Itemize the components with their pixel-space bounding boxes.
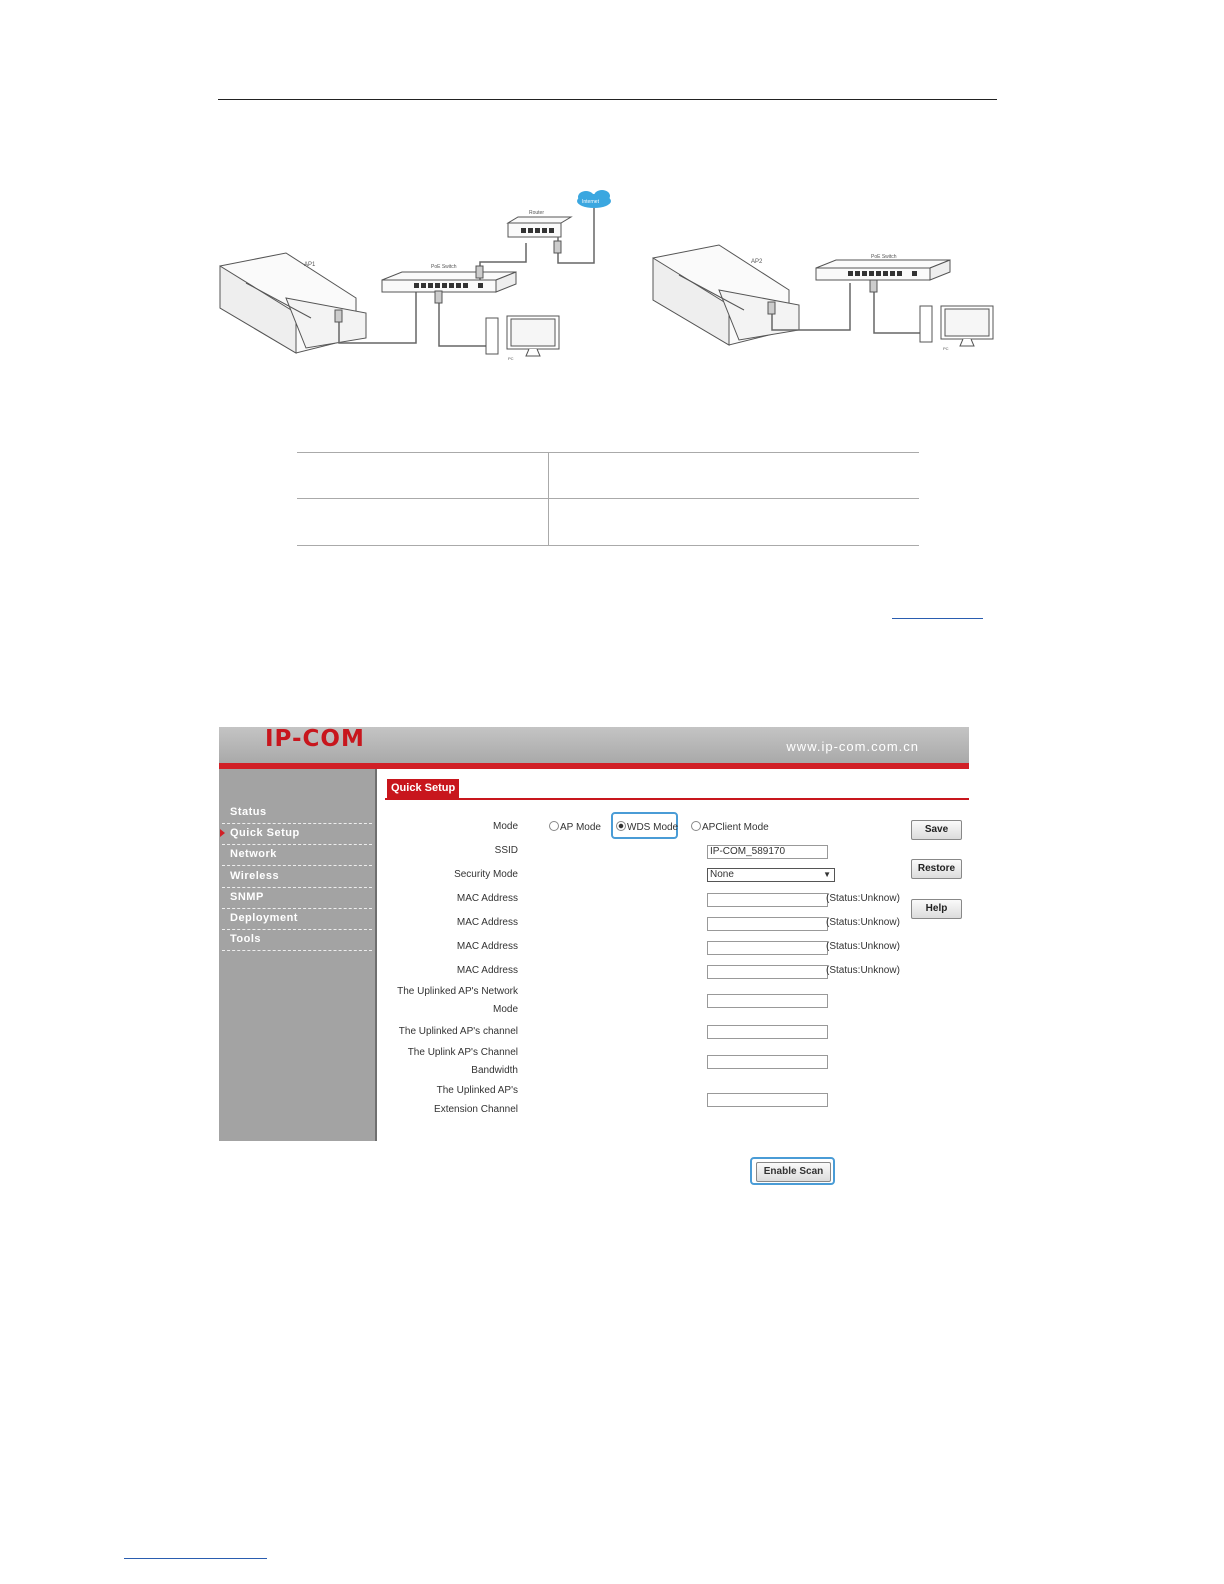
mac-status-4: (Status:Unknow) bbox=[826, 965, 900, 976]
switch2-pc-cable bbox=[874, 280, 920, 333]
table-column-divider bbox=[548, 453, 549, 545]
uplinked-channel-input[interactable] bbox=[707, 1025, 828, 1039]
sidebar-item-wireless[interactable]: Wireless bbox=[222, 867, 372, 888]
ap2-label: AP2 bbox=[751, 259, 763, 265]
mac-address-label-4: MAC Address bbox=[456, 965, 518, 976]
pc-1-label: PC bbox=[508, 356, 514, 361]
router-internet-cable bbox=[558, 208, 594, 263]
sidebar-item-snmp[interactable]: SNMP bbox=[222, 888, 372, 909]
sidebar-item-tools[interactable]: Tools bbox=[222, 930, 372, 951]
tab-quick-setup[interactable]: Quick Setup bbox=[387, 779, 459, 798]
uplinked-network-mode-label-2: Mode bbox=[492, 1004, 518, 1015]
ap1-device bbox=[220, 253, 366, 353]
radio-icon bbox=[691, 821, 701, 831]
security-mode-select[interactable]: None ▼ bbox=[707, 868, 835, 882]
mac-status-2: (Status:Unknow) bbox=[826, 917, 900, 928]
uplink-bandwidth-label-2: Bandwidth bbox=[471, 1065, 518, 1076]
internet-label: Internet bbox=[582, 199, 599, 205]
poe-switch-2-label: PoE Switch bbox=[871, 254, 897, 260]
mac-address-label-1: MAC Address bbox=[456, 893, 518, 904]
wds-mode-radio[interactable]: WDS Mode bbox=[616, 821, 678, 833]
hyperlink-underline[interactable] bbox=[892, 618, 983, 619]
restore-button[interactable]: Restore bbox=[911, 859, 962, 879]
apclient-mode-radio[interactable]: APClient Mode bbox=[691, 821, 769, 833]
sidebar-item-quick-setup[interactable]: Quick Setup bbox=[222, 824, 372, 845]
pc-2-label: PC bbox=[943, 346, 949, 351]
radio-selected-icon bbox=[616, 821, 626, 831]
router-label: Router bbox=[529, 210, 545, 216]
help-button[interactable]: Help bbox=[911, 899, 962, 919]
main-panel bbox=[377, 769, 969, 1177]
sidebar bbox=[219, 769, 375, 1141]
poe-switch-1-label: PoE Switch bbox=[431, 264, 457, 270]
router-device bbox=[508, 217, 571, 237]
pc-1 bbox=[486, 316, 559, 356]
dropdown-arrow-icon: ▼ bbox=[823, 870, 831, 879]
page-header-rule bbox=[218, 99, 997, 100]
ip-com-logo: IP-COM bbox=[265, 726, 365, 752]
ssid-label: SSID bbox=[494, 845, 518, 856]
mac-address-label-2: MAC Address bbox=[456, 917, 518, 928]
mac-address-input-1[interactable] bbox=[707, 893, 828, 907]
uplinked-extension-input[interactable] bbox=[707, 1093, 828, 1107]
active-arrow-icon bbox=[220, 829, 225, 837]
tab-underline bbox=[385, 798, 969, 800]
radio-icon bbox=[549, 821, 559, 831]
mac-address-label-3: MAC Address bbox=[456, 941, 518, 952]
uplink-bandwidth-label-1: The Uplink AP's Channel bbox=[407, 1047, 518, 1058]
uplink-bandwidth-input[interactable] bbox=[707, 1055, 828, 1069]
uplinked-network-mode-label-1: The Uplinked AP's Network bbox=[397, 986, 518, 997]
uplinked-network-mode-input[interactable] bbox=[707, 994, 828, 1008]
mac-address-input-3[interactable] bbox=[707, 941, 828, 955]
uplinked-extension-label-1: The Uplinked AP's bbox=[436, 1085, 518, 1096]
enable-scan-button[interactable]: Enable Scan bbox=[756, 1162, 831, 1182]
uplinked-extension-label-2: Extension Channel bbox=[434, 1104, 518, 1115]
ap-mode-radio[interactable]: AP Mode bbox=[549, 821, 601, 833]
security-mode-label: Security Mode bbox=[454, 869, 518, 880]
mac-address-input-4[interactable] bbox=[707, 965, 828, 979]
poe-switch-2 bbox=[816, 260, 950, 280]
ap1-label: AP1 bbox=[304, 262, 316, 268]
switch1-pc-cable bbox=[439, 292, 488, 346]
sidebar-item-status[interactable]: Status bbox=[222, 803, 372, 824]
wds-topology-diagram bbox=[216, 188, 1001, 366]
poe-switch-1 bbox=[382, 272, 516, 292]
mac-status-3: (Status:Unknow) bbox=[826, 941, 900, 952]
ui-header bbox=[219, 727, 969, 763]
parameter-table bbox=[297, 452, 919, 546]
header-url: www.ip-com.com.cn bbox=[786, 739, 919, 754]
mac-status-1: (Status:Unknow) bbox=[826, 893, 900, 904]
uplinked-channel-label: The Uplinked AP's channel bbox=[398, 1026, 518, 1037]
quick-setup-web-ui bbox=[219, 726, 969, 1177]
ssid-input[interactable]: IP-COM_589170 bbox=[707, 845, 828, 859]
mac-address-input-2[interactable] bbox=[707, 917, 828, 931]
save-button[interactable]: Save bbox=[911, 820, 962, 840]
footer-link-underline[interactable] bbox=[124, 1558, 267, 1559]
sidebar-item-network[interactable]: Network bbox=[222, 845, 372, 866]
mode-label: Mode bbox=[492, 821, 518, 832]
pc-2 bbox=[920, 306, 993, 346]
table-row-divider bbox=[297, 498, 919, 499]
sidebar-item-deployment[interactable]: Deployment bbox=[222, 909, 372, 930]
